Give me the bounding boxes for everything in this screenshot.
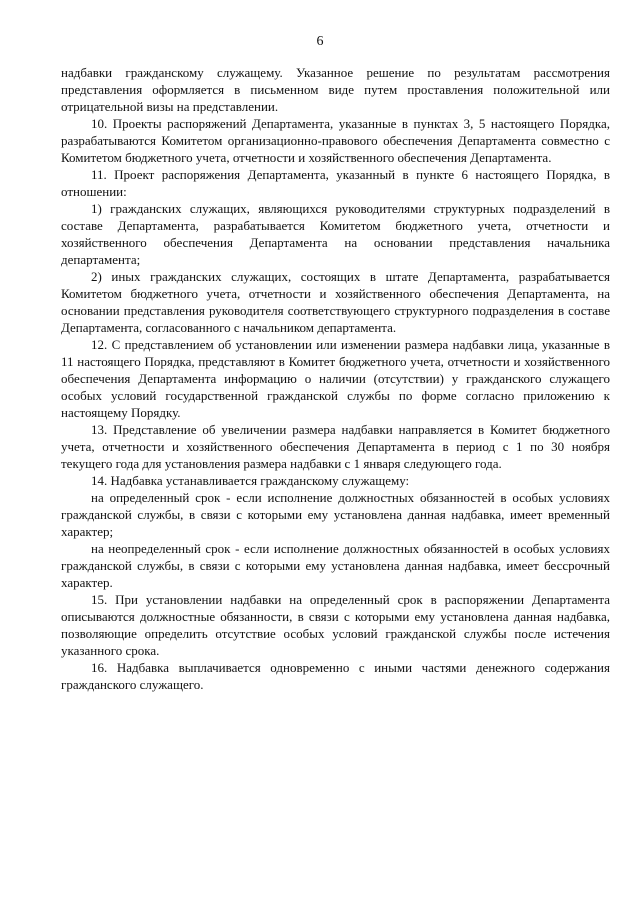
paragraph-item-11: 11. Проект распоряжения Департамента, указанный в пункте 6 настоящего Порядка, в отношении: <box>61 167 610 199</box>
paragraph-item-14-indefinite-term: на неопределенный срок - если исполнение должностных обязанностей в особых условиях гражданской службы, в связи с которыми ему установлена данная надбавка, имеет бессрочный характер. <box>61 541 610 590</box>
paragraph-item-11-subitem-1: 1) гражданских служащих, являющихся руководителями структурных подразделений в составе Департамента, разрабатывается Комитетом бюджетного учета, отчетности и хозяйственного обеспечения Департамента на основании представления начальника департамента; <box>61 201 610 267</box>
page-number: 6 <box>316 34 324 49</box>
paragraph-item-15: 15. При установлении надбавки на определенный срок в распоряжении Департамента описываются должностные обязанности, в связи с которыми ему установлена данная надбавка, позволяющие определить отсутствие особых условий гражданской службы после истечения указанного срока. <box>61 592 610 658</box>
paragraph-item-12: 12. С представлением об установлении или изменении размера надбавки лица, указанные в 11 настоящего Порядка, представляют в Комитет бюджетного учета, отчетности и хозяйственного обеспечения Департамента информацию о наличии (отсутствии) у гражданского служащего особых условий государственной гражданской службы по форме согласно приложению к настоящему Порядку. <box>61 337 610 420</box>
paragraph-continuation: надбавки гражданскому служащему. Указанное решение по результатам рассмотрения представления оформляется в письменном виде путем проставления положительной или отрицательной визы на представлении. <box>61 65 610 114</box>
paragraph-item-14: 14. Надбавка устанавливается гражданскому служащему: <box>91 473 410 488</box>
paragraph-item-13: 13. Представление об увеличении размера надбавки направляется в Комитет бюджетного учета, отчетности и хозяйственного обеспечения Департамента в период с 1 по 30 ноября текущего года для установления размера надбавки с 1 января следующего года. <box>61 422 610 471</box>
document-body <box>61 64 610 693</box>
paragraph-item-11-subitem-2: 2) иных гражданских служащих, состоящих в штате Департамента, разрабатывается Комитетом бюджетного учета, отчетности и хозяйственного обеспечения Департамента, на основании представления руководителя соответствующего структурного подразделения в составе Департамента, согласованного с начальником департамента. <box>61 269 610 335</box>
paragraph-item-14-fixed-term: на определенный срок - если исполнение должностных обязанностей в особых условиях гражданской службы, в связи с которыми ему установлена данная надбавка, имеет временный характер; <box>61 490 610 539</box>
paragraph-item-16: 16. Надбавка выплачивается одновременно с иными частями денежного содержания гражданского служащего. <box>61 660 610 692</box>
paragraph-item-10: 10. Проекты распоряжений Департамента, указанные в пунктах 3, 5 настоящего Порядка, разрабатываются Комитетом организационно-правового обеспечения Департамента совместно с Комитетом бюджетного учета, отчетности и хозяйственного обеспечения Департамента. <box>61 116 610 165</box>
